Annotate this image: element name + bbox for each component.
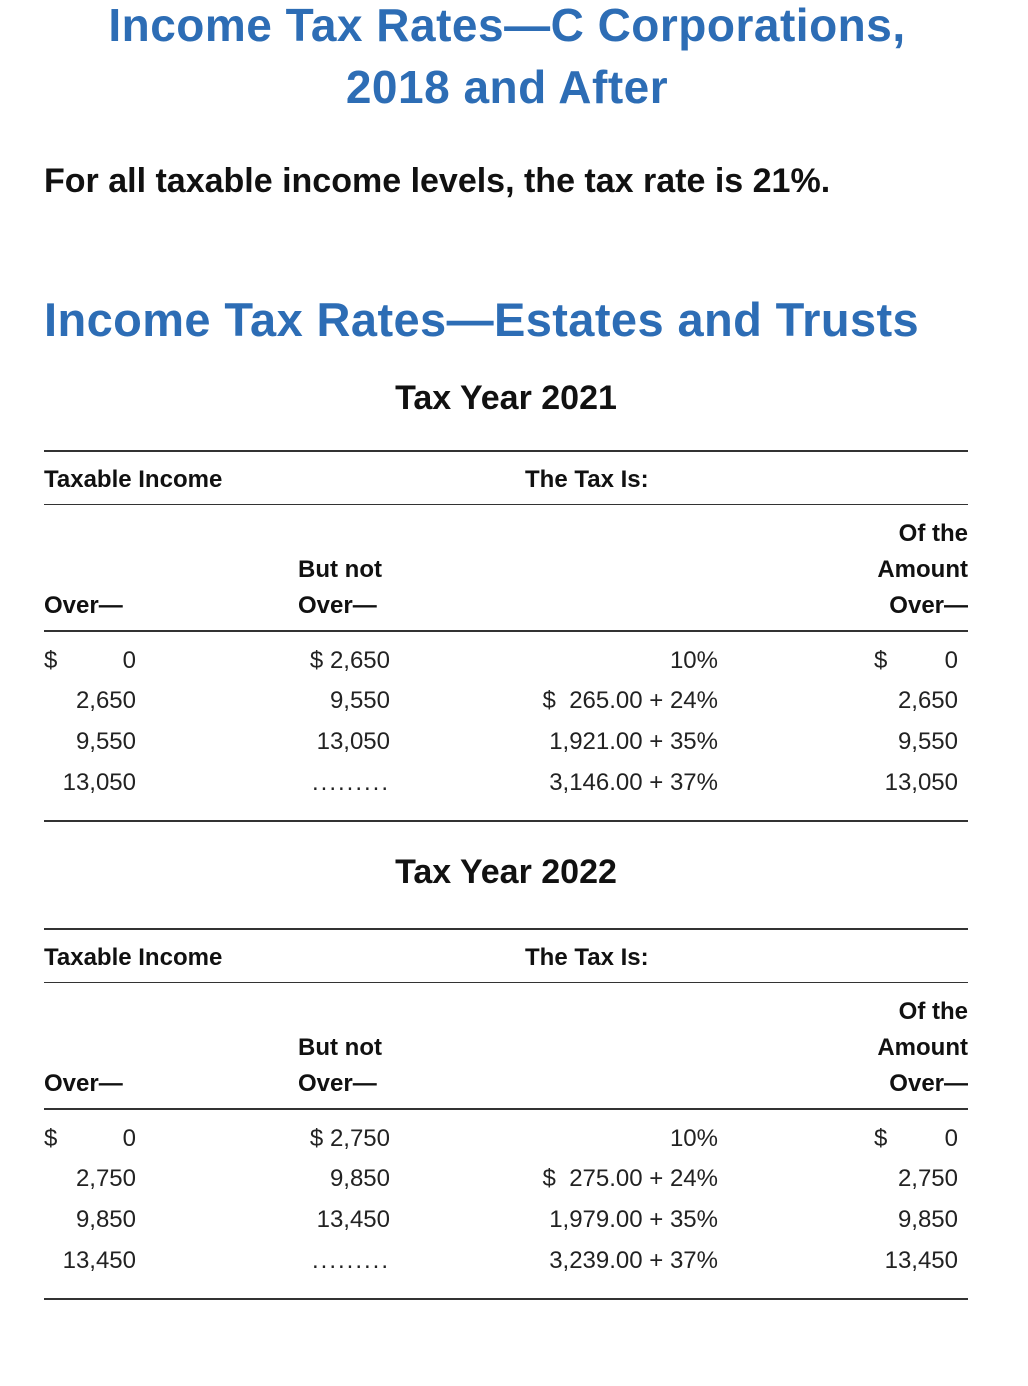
divider [44,450,968,452]
header-taxable-income: Taxable Income [44,466,223,493]
header-over: Over— [44,592,123,619]
table-year: Tax Year 2021 [395,379,617,417]
header-tax-is: The Tax Is: [525,466,649,493]
corp-title [0,0,1014,118]
divider [44,1298,968,1300]
header-of-the-amount-over: Of the Amount Over— [877,520,968,619]
header-tax-is: The Tax Is: [525,944,649,971]
divider [44,504,968,505]
corp-title-line2: 2018 and After [345,61,669,113]
divider [44,630,968,632]
header-over: Over— [44,1070,123,1097]
header-taxable-income: Taxable Income [44,944,223,971]
divider [44,928,968,930]
corp-title-line1: Income Tax Rates—C Corporations, [108,0,906,51]
divider [44,1108,968,1110]
header-of-the-amount-over: Of the Amount Over— [877,998,968,1097]
divider [44,820,968,822]
divider [44,982,968,983]
header-but-not-over: But not Over— [298,556,382,619]
estates-title: Income Tax Rates—Estates and Trusts [44,293,920,346]
tax-table-2021: Tax Year 2021 Taxable Income The Tax Is: Over— But not Over— Of the Amount Over— $ 0 $ 2,650 10% $ 0 2,650 9,550 $ 265.00 + 24% 2,650 9,550 13,050 1,921.00 + 35% 9,550 13,050 ......... 3,146.00 + 37% 13,050 [44,378,968,828]
header-but-not-over: But not Over— [298,1034,382,1097]
table-year: Tax Year 2022 [395,853,617,891]
corp-rate-statement: For all taxable income levels, the tax rate is 21%. [44,162,831,200]
tax-table-2022: Tax Year 2022 Taxable Income The Tax Is: Over— But not Over— Of the Amount Over— $ 0 $ 2,750 10% $ 0 2,750 9,850 $ 275.00 + 24% 2,750 9,850 13,450 1,979.00 + 35% 9,850 13,450 ......... 3,239.00 + 37% 13,450 [44,852,968,1302]
